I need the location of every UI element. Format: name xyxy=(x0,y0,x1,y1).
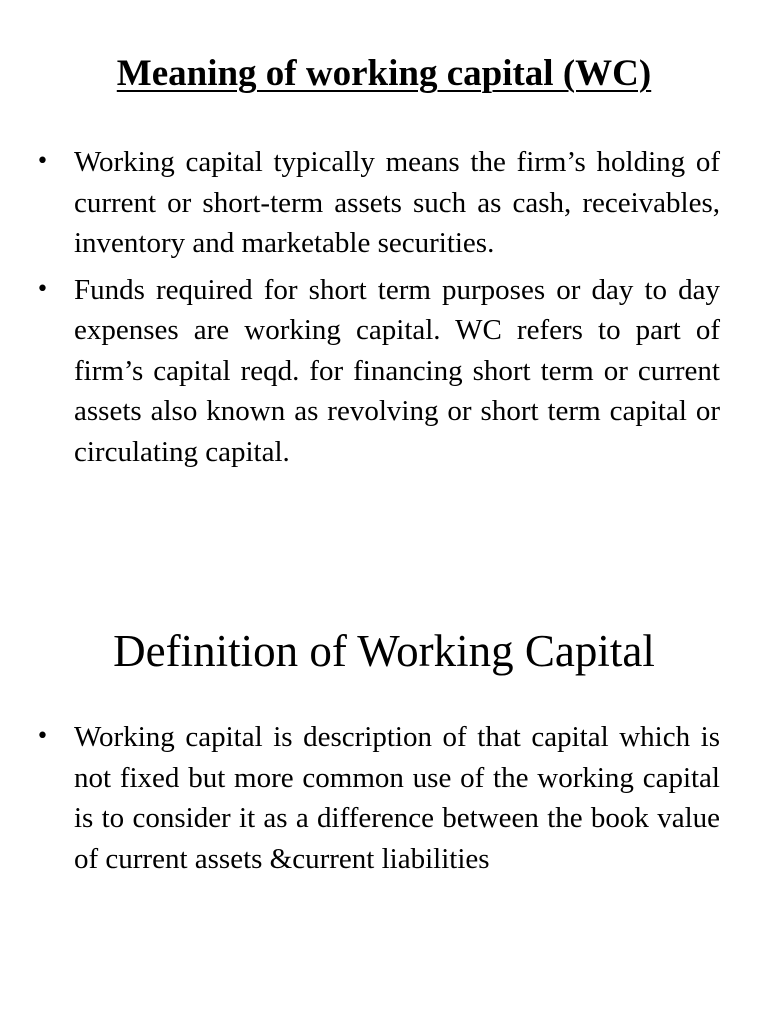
list-item xyxy=(36,717,720,879)
bullet-icon: • xyxy=(36,276,49,302)
bullet-text: Funds required for short term purposes or day to day expenses are working capital. WC refers to part of firm’s capital reqd. for financing short term or current assets also known as revolving or short term capital or circulating capital. xyxy=(74,273,720,468)
list-item xyxy=(36,270,720,473)
section-title-definition: Definition of Working Capital xyxy=(113,626,655,676)
slide-definition xyxy=(0,600,768,1024)
bullet-text: Working capital typically means the firm’s holding of current or short-term assets such as cash, receivables, inventory and marketable securities. xyxy=(74,146,720,259)
bullet-list-definition xyxy=(36,717,720,885)
bullet-icon: • xyxy=(36,724,49,749)
bullet-text: Working capital is description of that capital which is not fixed but more common use of the working capital is to consider it as a difference between the book value of current assets &current liabilities xyxy=(74,721,720,875)
section-title-meaning: Meaning of working capital (WC) xyxy=(116,53,652,94)
bullet-list-meaning xyxy=(36,142,720,478)
list-item xyxy=(36,142,720,264)
bullet-icon: • xyxy=(36,149,49,174)
